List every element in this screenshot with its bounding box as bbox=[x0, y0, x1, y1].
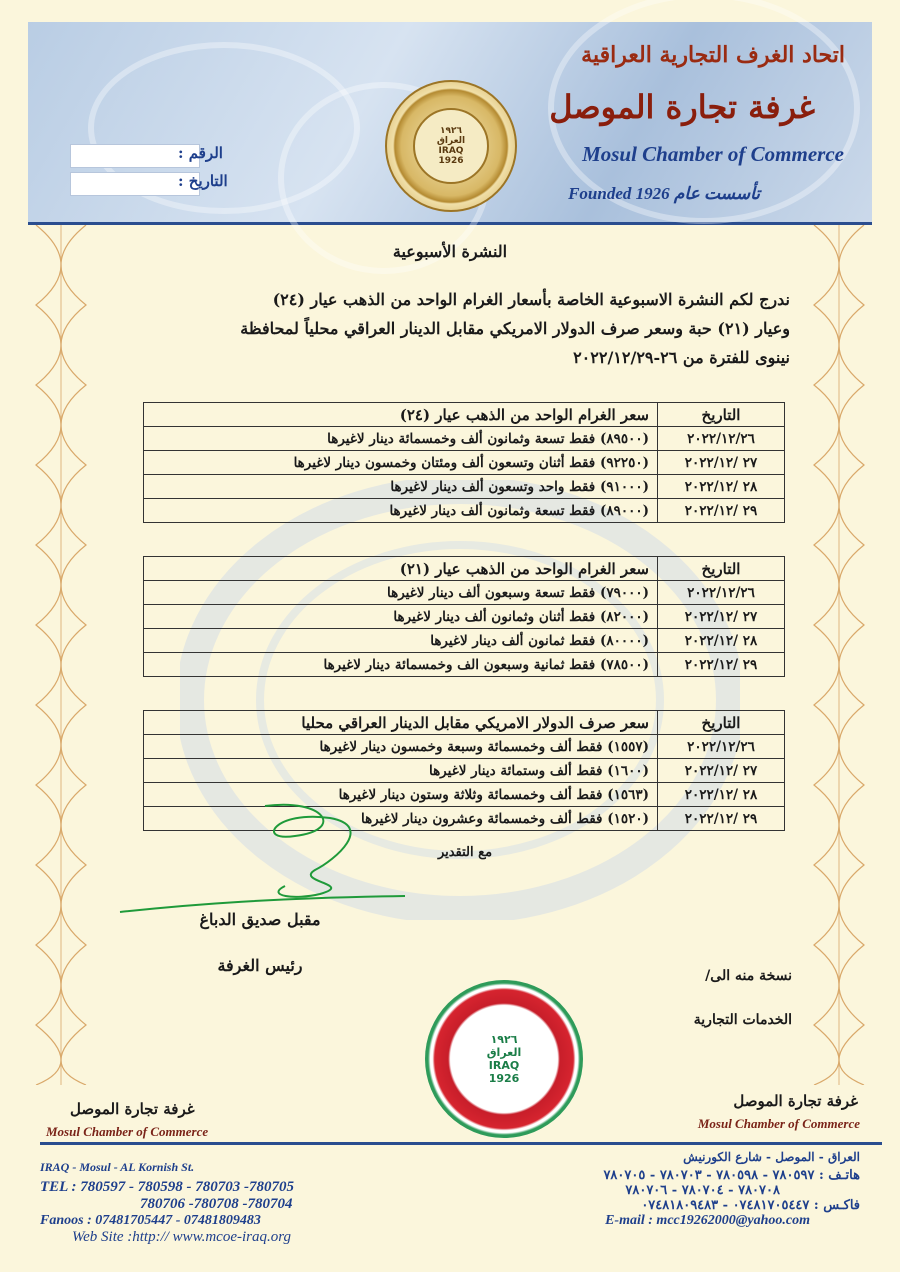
address-ar: العراق - الموصل - شارع الكورنيش bbox=[683, 1150, 860, 1164]
table-row bbox=[144, 735, 785, 759]
row-date: ٢٨ /٢٠٢٢/١٢ bbox=[658, 475, 785, 499]
email-link[interactable]: E-mail : mcc19262000@yahoo.com bbox=[605, 1213, 810, 1228]
date-header: التاريخ bbox=[658, 403, 785, 427]
table-row bbox=[144, 427, 785, 451]
intro-line: وعيار (٢١) حبة وسعر صرف الدولار الامريكي مقابل الدينار العراقي محلياً لمحافظة bbox=[240, 319, 790, 338]
date-label: التاريخ : bbox=[178, 172, 228, 190]
bulletin-title: النشرة الأسبوعية bbox=[392, 242, 508, 261]
footer-left-name-ar: غرفة تجارة الموصل bbox=[70, 1100, 195, 1118]
decorative-border-left bbox=[26, 225, 96, 1085]
copy-to-recipient: الخدمات التجارية bbox=[693, 1012, 792, 1028]
fax-en: Fanoos : 07481705447 - 07481809483 bbox=[40, 1213, 261, 1228]
row-date: ٢٩ /٢٠٢٢/١٢ bbox=[658, 499, 785, 523]
signatory-title: رئيس الغرفة bbox=[217, 956, 303, 975]
row-value: (٧٩٠٠٠) فقط تسعة وسبعون ألف دينار لاغيرها bbox=[144, 581, 658, 605]
row-value: (١٥٦٣) فقط ألف وخمسمائة وثلاثة وستون دينار لاغيرها bbox=[144, 783, 658, 807]
row-date: ٢٠٢٢/١٢/٢٦ bbox=[658, 427, 785, 451]
tel-ar: هاتـف : ٧٨٠٥٩٧ - ٧٨٠٥٩٨ - ٧٨٠٧٠٣ - ٧٨٠٧٠٥ bbox=[603, 1168, 860, 1183]
row-value: (٧٨٥٠٠) فقط ثمانية وسبعون الف وخمسمائة دينار لاغيرها bbox=[144, 653, 658, 677]
chamber-seal-stamp bbox=[425, 980, 583, 1138]
seal-year-en: 1926 bbox=[488, 1072, 520, 1085]
intro-line: ندرج لكم النشرة الاسبوعية الخاصة بأسعار الغرام الواحد من الذهب عيار (٢٤) bbox=[272, 290, 790, 309]
footer-contact-en bbox=[40, 1160, 440, 1246]
table-header-row bbox=[144, 403, 785, 427]
row-date: ٢٨ /٢٠٢٢/١٢ bbox=[658, 783, 785, 807]
row-date: ٢٧ /٢٠٢٢/١٢ bbox=[658, 759, 785, 783]
row-date: ٢٧ /٢٠٢٢/١٢ bbox=[658, 605, 785, 629]
table-row bbox=[144, 451, 785, 475]
gold-21-table bbox=[143, 556, 785, 677]
table-row bbox=[144, 499, 785, 523]
footer-left-name-en: Mosul Chamber of Commerce bbox=[46, 1124, 209, 1139]
seal-country-en: IRAQ bbox=[438, 146, 464, 156]
date-header: التاريخ bbox=[658, 711, 785, 735]
seal-year-en: 1926 bbox=[438, 156, 464, 166]
tel-en: TEL : 780597 - 780598 - 780703 -780705 bbox=[40, 1179, 295, 1195]
value-header: سعر صرف الدولار الامريكي مقابل الدينار العراقي محليا bbox=[144, 711, 658, 735]
chamber-name-ar: غرفة تجارة الموصل bbox=[549, 88, 815, 126]
copy-to-label: نسخة منه الى/ bbox=[705, 968, 792, 984]
row-date: ٢٧ /٢٠٢٢/١٢ bbox=[658, 451, 785, 475]
table-row bbox=[144, 475, 785, 499]
address-en: IRAQ - Mosul - AL Kornish St. bbox=[40, 1160, 195, 1174]
number-label: الرقم : bbox=[178, 144, 223, 162]
seal-year-ar: ١٩٢٦ bbox=[490, 1033, 518, 1046]
value-header: سعر الغرام الواحد من الذهب عيار (٢٤) bbox=[144, 403, 658, 427]
gold-24-table bbox=[143, 402, 785, 523]
table-header-row bbox=[144, 711, 785, 735]
row-value: (١٦٠٠) فقط ألف وستمائة دينار لاغيرها bbox=[144, 759, 658, 783]
date-header: التاريخ bbox=[658, 557, 785, 581]
union-name: اتحاد الغرف التجارية العراقية bbox=[581, 42, 845, 68]
tel-en-2: 780706 -780708 -780704 bbox=[140, 1196, 293, 1212]
row-date: ٢٩ /٢٠٢٢/١٢ bbox=[658, 807, 785, 831]
row-date: ٢٩ /٢٠٢٢/١٢ bbox=[658, 653, 785, 677]
seal-country-en: IRAQ bbox=[488, 1059, 520, 1072]
signatory-name: مقبل صديق الدباغ bbox=[199, 910, 321, 929]
table-row bbox=[144, 605, 785, 629]
handwritten-signature bbox=[115, 800, 415, 920]
chamber-name-en: Mosul Chamber of Commerce bbox=[582, 142, 844, 166]
row-value: (٨٠٠٠٠) فقط ثمانون ألف دينار لاغيرها bbox=[144, 629, 658, 653]
closing-salutation: مع التقدير bbox=[437, 845, 493, 860]
table-row bbox=[144, 759, 785, 783]
website-link[interactable]: Web Site :http:// www.mcoe-iraq.org bbox=[72, 1229, 292, 1245]
footer-divider bbox=[40, 1142, 882, 1145]
row-value: (٨٩٠٠٠) فقط تسعة وثمانون ألف دينار لاغيرها bbox=[144, 499, 658, 523]
row-value: (١٥٥٧) فقط ألف وخمسمائة وسبعة وخمسون دينار لاغيرها bbox=[144, 735, 658, 759]
row-date: ٢٠٢٢/١٢/٢٦ bbox=[658, 735, 785, 759]
row-value: (٩٢٢٥٠) فقط أثنان وتسعون ألف ومئتان وخمسون دينار لاغيرها bbox=[144, 451, 658, 475]
value-header: سعر الغرام الواحد من الذهب عيار (٢١) bbox=[144, 557, 658, 581]
row-value: (٩١٠٠٠) فقط واحد وتسعون ألف دينار لاغيرها bbox=[144, 475, 658, 499]
seal-year-ar: ١٩٢٦ bbox=[440, 126, 462, 136]
intro-paragraph bbox=[110, 285, 790, 372]
chamber-seal-gold bbox=[385, 80, 517, 212]
footer-contact-ar bbox=[470, 1150, 860, 1229]
row-date: ٢٨ /٢٠٢٢/١٢ bbox=[658, 629, 785, 653]
fax-ar: فاكـس : ٠٧٤٨١٧٠٥٤٤٧ - ٠٧٤٨١٨٠٩٤٨٣ bbox=[641, 1198, 860, 1213]
table-row bbox=[144, 653, 785, 677]
footer-right-name-ar: غرفة تجارة الموصل bbox=[733, 1092, 858, 1110]
footer-right-name-en: Mosul Chamber of Commerce bbox=[697, 1116, 860, 1131]
row-value: (١٥٢٠) فقط ألف وخمسمائة وعشرون دينار لاغيرها bbox=[144, 807, 658, 831]
row-date: ٢٠٢٢/١٢/٢٦ bbox=[658, 581, 785, 605]
row-value: (٨٩٥٠٠) فقط تسعة وثمانون ألف وخمسمائة دينار لاغيرها bbox=[144, 427, 658, 451]
seal-country-ar: العراق bbox=[486, 1046, 522, 1059]
decorative-border-right bbox=[804, 225, 874, 1085]
tel-ar-2: ٧٨٠٧٠٨ - ٧٨٠٧٠٤ - ٧٨٠٧٠٦ bbox=[625, 1183, 780, 1198]
table-row bbox=[144, 581, 785, 605]
table-header-row bbox=[144, 557, 785, 581]
founded-label: تأسست عام Founded 1926 bbox=[568, 184, 760, 203]
table-row bbox=[144, 629, 785, 653]
seal-country-ar: العراق bbox=[436, 136, 466, 146]
row-value: (٨٢٠٠٠) فقط أثنان وثمانون ألف دينار لاغيرها bbox=[144, 605, 658, 629]
intro-line: نينوى للفترة من ٢٦-٢٠٢٢/١٢/٢٩ bbox=[573, 348, 790, 367]
